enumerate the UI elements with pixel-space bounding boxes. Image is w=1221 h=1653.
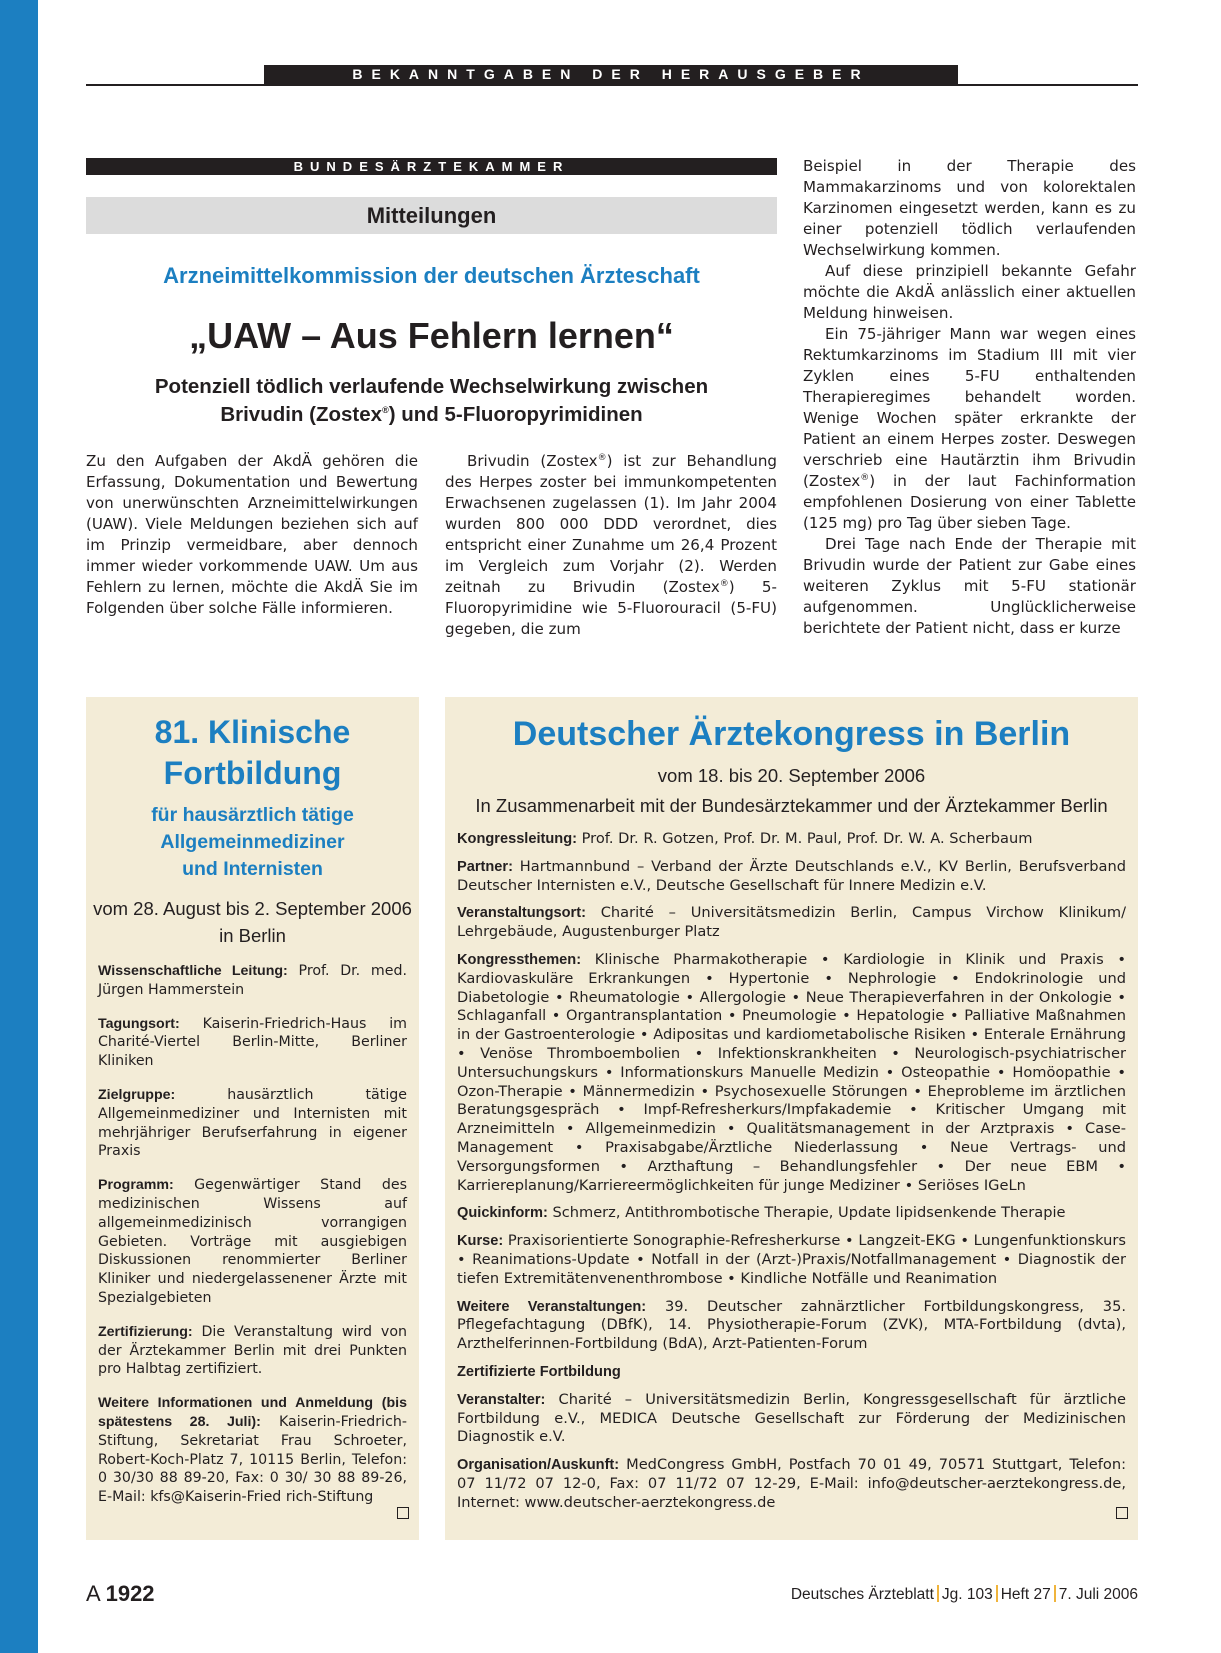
event-details: [98, 962, 407, 1522]
end-mark-icon: [397, 1507, 409, 1519]
organization-title: Arzneimittelkommission der deutschen Ärzteschaft: [163, 263, 700, 288]
separator: [996, 1585, 998, 1602]
detail-kurse: Kurse: Praxisorientierte Sonographie-Refresherkurse • Langzeit-EKG • Lungenfunktionskurs • Reanimations-Update • Notfall in der (Arzt-)Praxis/Notfallmanagement • Diagnostik der tiefen Extremitätenvenenthrombose • Kindliche Notfälle und Reanimation: [457, 1232, 1127, 1287]
detail-zielgruppe: Zielgruppe: hausärztlich tätige Allgemeinmediziner und Internisten mit mehrjähriger Berufserfahrung in eigener Praxis: [98, 1086, 407, 1160]
detail-veranstalter: Veranstalter: Charité – Universitätsmedizin Berlin, Kongressgesellschaft für ärztliche Fortbildung e.V., MEDICA Deutsche Gesellschaft zur Förderung der Medizinischen Diagnostik e.V.: [457, 1390, 1126, 1446]
article-subtitle: [86, 373, 777, 429]
header-rule: [86, 84, 1138, 86]
event-target-audience: für hausärztlich tätige Allgemeinmediziner und Internisten: [151, 804, 354, 880]
detail-kongressleitung: Kongressleitung: Prof. Dr. R. Gotzen, Prof. Dr. M. Paul, Prof. Dr. W. A. Scherbaum: [457, 830, 1033, 847]
section-band: BUNDESÄRZTEKAMMER: [86, 158, 777, 175]
article-column-2: [445, 451, 777, 640]
detail-leitung: Wissenschaftliche Leitung: Prof. Dr. med. Jürgen Hammerstein: [98, 963, 407, 998]
journal-volume: Jg. 103: [941, 1586, 993, 1603]
event-title: Deutscher Ärztekongress in Berlin: [512, 715, 1071, 753]
end-mark-icon: [1116, 1507, 1128, 1519]
detail-zertifizierung: Zertifizierung: Die Veranstaltung wird von der Ärztekammer Berlin mit drei Punkten pro Halbtag zertifiziert.: [98, 1323, 407, 1378]
paragraph: Beispiel in der Therapie des Mammakarzinoms und von kolorektalen Karzinomen eingesetzt werden, kann es zu einer potenziell tödlich verlaufenden Wechselwirkung kommen.: [803, 157, 1136, 259]
event-box-klinische-fortbildung: [86, 697, 419, 1540]
paragraph: Brivudin (Zostex®) ist zur Behandlung des Herpes zoster bei immunkompetenten Erwachsenen zugelassen (1). Im Jahr 2004 wurden 800 000 DDD verordnet, dies entspricht einer Zunahme um 26,4 Prozent im Vergleich zum Vorjahr (2). Werden zeitnah zu Brivudin (Zostex®) 5-Fluoropyrimidine wie 5-Fluorouracil (5-FU) gegeben, die zum: [445, 452, 777, 638]
subtitle-line-2: Brivudin (Zostex®) und 5-Fluoropyrimidinen: [220, 403, 643, 426]
detail-programm: Programm: Gegenwärtiger Stand des medizinischen Wissens auf allgemeinmedizinisch vorrangigen Gebieten. Vorträge mit ausgiebigen Diskussionen renommierter Berliner Kliniker und niedergelassenener Ärzte mit Spezialgebieten: [98, 1177, 407, 1306]
separator: [1054, 1585, 1056, 1602]
journal-date: 7. Juli 2006: [1058, 1586, 1138, 1603]
event-cooperation: In Zusammenarbeit mit der Bundesärztekammer und der Ärztekammer Berlin: [475, 795, 1108, 816]
detail-weitere-veranstaltungen: Weitere Veranstaltungen: 39. Deutscher zahnärztlicher Fortbildungskongress, 35. Pflegefachtagung (DBfK), 14. Physiotherapie-Forum (ZVK), MTA-Fortbildung (dvta), Arzthelferinnen-Fortbildung (BdA), Arzt-Patienten-Forum: [457, 1297, 1126, 1353]
subtitle-line-1: Potenziell tödlich verlaufende Wechselwirkung zwischen: [154, 375, 709, 398]
paragraph: Ein 75-jähriger Mann war wegen eines Rektumkarzinoms im Stadium III mit vier Zyklen eines 5-FU enthaltenden Therapieregimes behandelt worden. Wenige Wochen später erkrankte der Patient an einem Herpes zoster. Deswegen verschrieb eine Hautärztin ihm Brivudin (Zostex®) in der laut Fachinformation empfohlenen Dosierung von einer Tablette (125 mg) pro Tag über sieben Tage.: [803, 325, 1136, 532]
article-column-1: [86, 451, 418, 619]
detail-quickinform: Quickinform: Schmerz, Antithrombotische Therapie, Update lipidsenkende Therapie: [457, 1204, 1066, 1222]
event-dates: vom 18. bis 20. September 2006: [657, 765, 926, 786]
journal-name: Deutsches Ärzteblatt: [790, 1586, 934, 1603]
detail-veranstaltungsort: Veranstaltungsort: Charité – Universitätsmedizin Berlin, Campus Virchow Klinikum/ Lehrgebäude, Augustenburger Platz: [457, 904, 1126, 941]
detail-anmeldung: Weitere Informationen und Anmeldung (bis spätestens 28. Juli): Kaiserin-Friedrich-Stiftung, Sekretariat Frau Schroeter, Robert-Koch-Platz 7, 10115 Berlin, Telefon: 0 30/30 88 89-20, Fax: 0 30/ 30 88 89-26, E-Mail: kfs@Kaiserin-Fried rich-Stiftung: [98, 1395, 407, 1506]
intro-paragraph: Zu den Aufgaben der AkdÄ gehören die Erfassung, Dokumentation und Bewertung von unerwünschten Arzneimittelwirkungen (UAW). Viele Meldungen beziehen sich auf im Prinzip vermeidbare, aber dennoch immer wieder vorkommende UAW. Um aus Fehlern zu lernen, möchte die AkdÄ Sie im Folgenden über solche Fälle informieren.: [86, 452, 418, 617]
journal-issue: Heft 27: [1000, 1586, 1051, 1603]
sidebar-color-bar: [0, 0, 38, 1653]
event-title: 81. Klinische Fortbildung: [154, 714, 351, 791]
paragraph: Auf diese prinzipiell bekannte Gefahr möchte die AkdÄ anlässlich einer aktuellen Meldung hinweisen.: [803, 262, 1136, 322]
detail-kongressthemen: Kongressthemen: Klinische Pharmakotherapie • Kardiologie in Klinik und Praxis • Kardiovaskuläre Erkrankungen • Hypertonie • Nephrologie • Endokrinologie und Diabetologie • Rheumatologie • Allergologie • Neue Therapieverfahren in der Onkologie • Schlaganfall • Organtransplantation • Pneumologie • Hepatologie • Palliative Maßnahmen in der Gastroenterologie • Adipositas und kardiometabolische Risiken • Enterale Ernährung • Venöse Thromboembolien • Infektionskrankheiten • Neurologisch-psychiatrischer Untersuchungskurs • Informationskurs Manuelle Medizin • Osteopathie • Homöopathie • Ozon-Therapie • Männermedizin • Psychosexuelle Störungen • Eheprobleme im ärztlichen Beratungsgespräch • Impf-Refresherkurs/Impfakademie • Kritischer Umgang mit Arzneimitteln • Allgemeinmedizin • Qualitätsmanagement in der Arztpraxis • Case-Management • Praxisabgabe/Ärztliche Niederlassung • Neue Vertrags- und Versorgungsformen • Arzthaftung – Behandlungsfehler • Der neue EBM • Karriereplanung/Karriereermöglichkeiten für junge Mediziner • Seriöses IGeLn: [457, 950, 1127, 1194]
page-number: A 1922: [86, 1581, 155, 1606]
journal-info: [791, 1585, 1138, 1604]
event-box-aerztekongress: [445, 697, 1138, 1540]
event-details: [457, 830, 1126, 1522]
detail-organisation: Organisation/Auskunft: MedCongress GmbH, Postfach 70 01 49, 70571 Stuttgart, Telefon: 07 11/72 07 12-0, Fax: 07 11/72 07 12-29, E-Mail: info@deutscher-aerztekongress.de, Internet: www.deutscher-aerztekongress.de: [457, 1456, 1126, 1511]
paragraph: Drei Tage nach Ende der Therapie mit Brivudin wurde der Patient zur Gabe eines weiteren Zyklus mit 5-FU stationär aufgenommen. Unglücklicherweise berichtete der Patient nicht, dass er kurze: [803, 535, 1136, 637]
detail-zertifizierte-fortbildung: Zertifizierte Fortbildung: [457, 1363, 621, 1380]
detail-tagungsort: Tagungsort: Kaiserin-Friedrich-Haus im Charité-Viertel Berlin-Mitte, Berliner Kliniken: [98, 1015, 407, 1070]
event-dates: vom 28. August bis 2. September 2006 in Berlin: [93, 898, 412, 946]
article-title: „UAW – Aus Fehlern lernen“: [189, 315, 674, 356]
article-column-3: [803, 156, 1136, 639]
header-band: BEKANNTGABEN DER HERAUSGEBER: [264, 65, 958, 84]
separator: [937, 1585, 939, 1602]
section-heading: Mitteilungen: [86, 197, 777, 234]
detail-partner: Partner: Hartmannbund – Verband der Ärzte Deutschlands e.V., KV Berlin, Berufsverband Deutscher Internisten e.V., Deutsche Gesellschaft für Innere Medizin e.V.: [457, 857, 1126, 894]
